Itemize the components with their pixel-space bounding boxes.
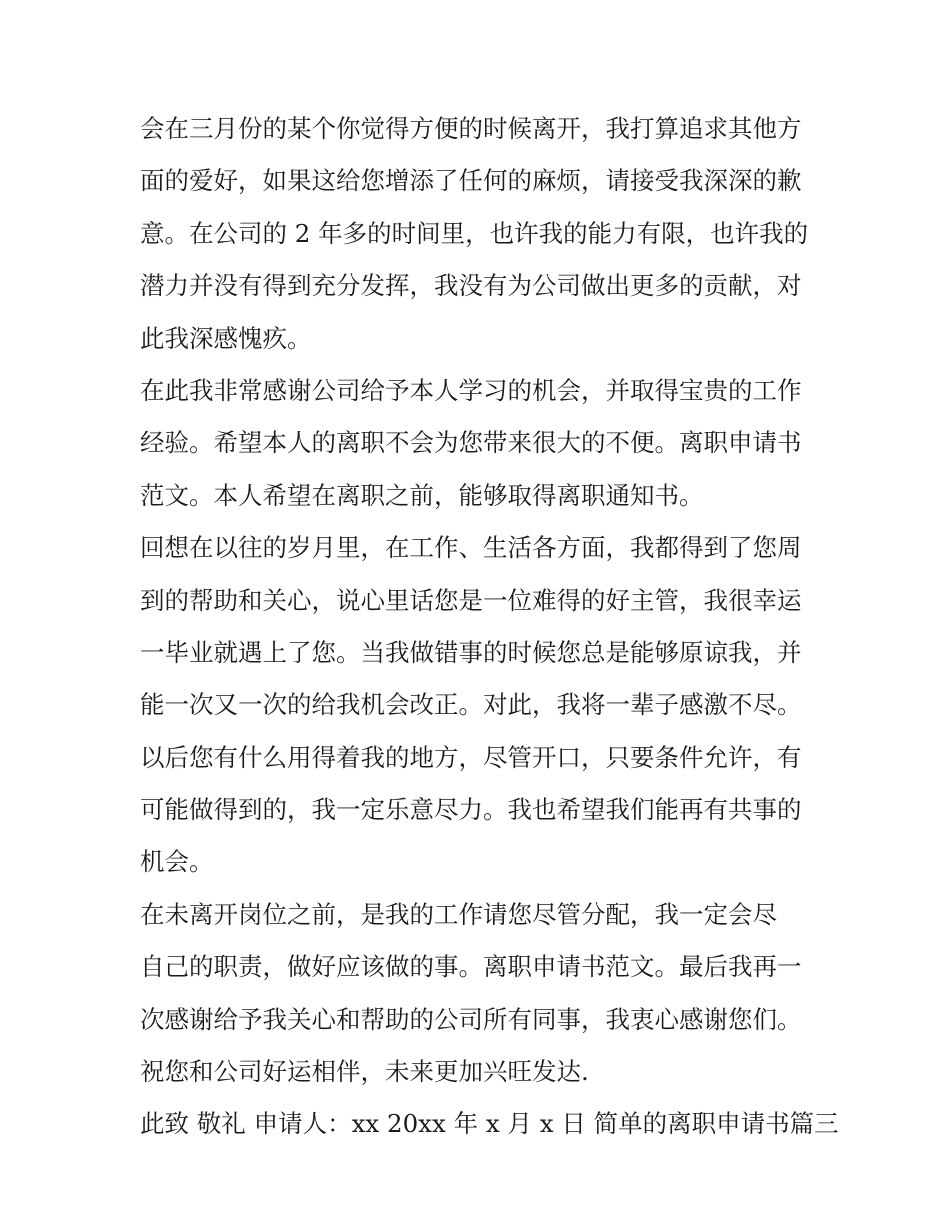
text-line: 祝您和公司好运相伴，未来更加兴旺发达. (140, 1057, 589, 1087)
text-line: 此我深感愧疚。 (140, 323, 312, 353)
text-line: 意。在公司的 2 年多的时间里，也许我的能力有限，也许我的 (140, 218, 809, 248)
text-line: 潜力并没有得到充分发挥，我没有为公司做出更多的贡献，对 (140, 271, 802, 301)
text-line: 回想在以往的岁月里，在工作、生活各方面，我都得到了您周 (140, 533, 802, 563)
text-line: 以后您有什么用得着我的地方，尽管开口，只要条件允许，有 (140, 742, 802, 772)
text-line: 范文。本人希望在离职之前，能够取得离职通知书。 (140, 480, 704, 510)
text-line: 次感谢给予我关心和帮助的公司所有同事，我衷心感谢您们。 (140, 1004, 802, 1034)
text-line: 此致 敬礼 申请人：xx 20xx 年 x 月 x 日 简单的离职申请书篇三 (140, 1109, 839, 1139)
text-line: 经验。希望本人的离职不会为您带来很大的不便。离职申请书 (140, 428, 802, 458)
text-line: 一毕业就遇上了您。当我做错事的时候您总是能够原谅我，并 (140, 637, 802, 667)
text-line: 在此我非常感谢公司给予本人学习的机会，并取得宝贵的工作 (140, 375, 802, 405)
text-line: 在未离开岗位之前，是我的工作请您尽管分配，我一定会尽 (140, 899, 777, 929)
text-line: 面的爱好，如果这给您增添了任何的麻烦，请接受我深深的歉 (140, 166, 802, 196)
text-line: 机会。 (140, 847, 214, 877)
text-line: 自己的职责，做好应该做的事。离职申请书范文。最后我再一 (140, 952, 802, 982)
text-line: 可能做得到的，我一定乐意尽力。我也希望我们能再有共事的 (140, 795, 802, 825)
text-line: 会在三月份的某个你觉得方便的时候离开，我打算追求其他方 (140, 114, 802, 143)
document-body (140, 103, 839, 1151)
text-line: 到的帮助和关心，说心里话您是一位难得的好主管，我很幸运 (140, 585, 802, 615)
text-line: 能一次又一次的给我机会改正。对此，我将一辈子感激不尽。 (140, 690, 802, 720)
